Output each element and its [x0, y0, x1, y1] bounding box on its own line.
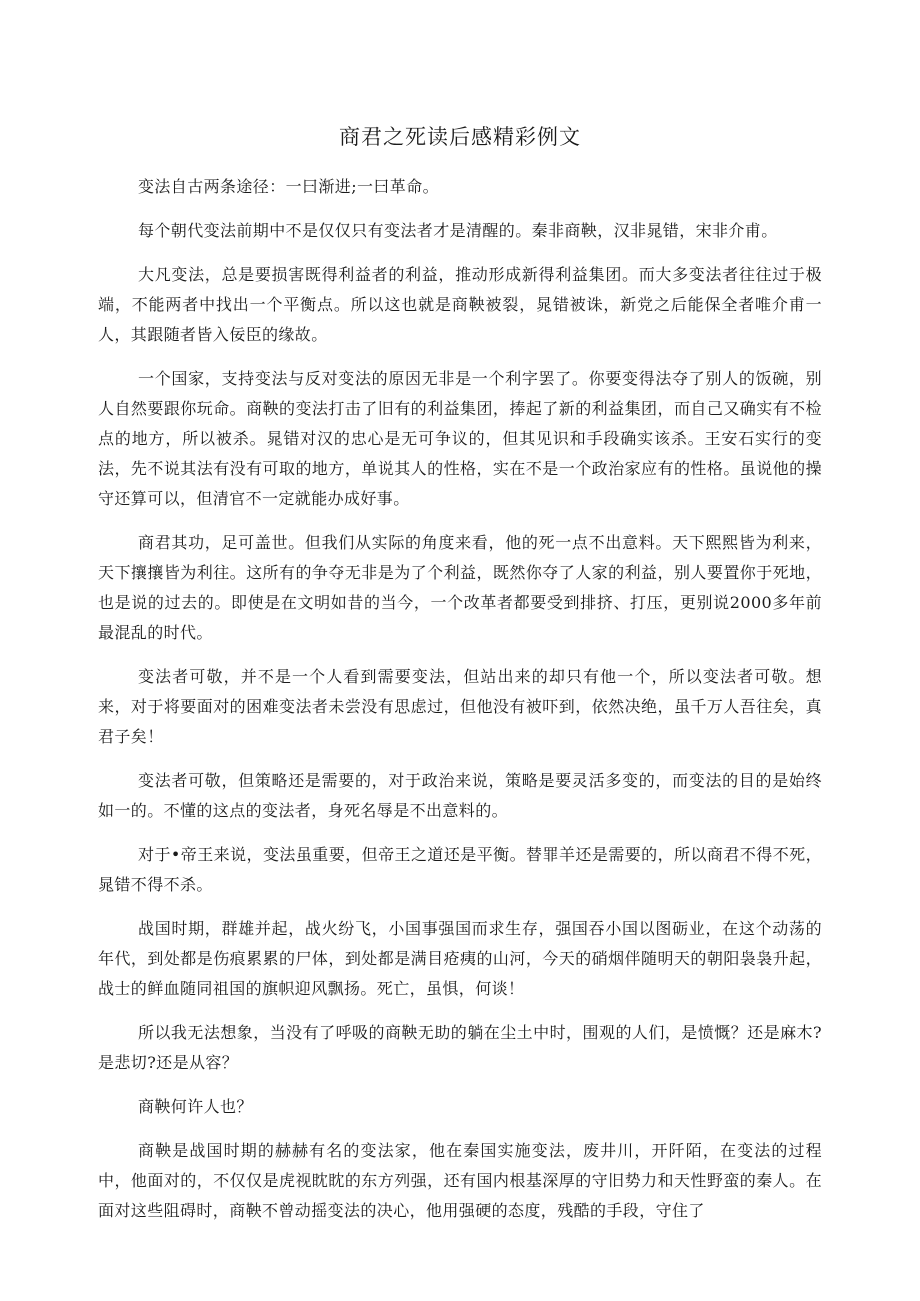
page-title: 商君之死读后感精彩例文 — [339, 125, 581, 149]
document-body — [98, 172, 822, 1240]
paragraph-11: 商鞅何许人也？ — [138, 1097, 253, 1116]
paragraph-4: 一个国家，支持变法与反对变法的原因无非是一个利字罢了。你要变得法夺了别人的饭碗，别人自然要跟你玩命。商鞅的变法打击了旧有的利益集团，捧起了新的利益集团，而自己又确实有不检点的地方，所以被杀。晁错对汉的忠心是无可争议的，但其见识和手段确实该杀。王安石实行的变法，先不说其法有没有可取的地方，单说其人的性格，实在不是一个政治家应有的性格。虽说他的操守还算可以，但清官不一定就能办成好事。 — [98, 369, 822, 508]
paragraph-10: 所以我无法想象，当没有了呼吸的商鞅无助的躺在尘土中时，围观的人们，是愤慨？还是麻木?是悲切?还是从容？ — [98, 1023, 822, 1072]
paragraph-5: 商君其功，足可盖世。但我们从实际的角度来看，他的死一点不出意料。天下熙熙皆为利来，天下攘攘皆为利往。这所有的争夺无非是为了个利益，既然你夺了人家的利益，别人要置你于死地，也是说的过去的。即使是在文明如昔的当今，一个改革者都要受到排挤、打压，更别说2000多年前最混乱的时代。 — [98, 533, 822, 642]
paragraph-1: 变法自古两条途径：一曰渐进;一曰革命。 — [138, 177, 439, 196]
paragraph-9: 战国时期，群雄并起，战火纷飞，小国事强国而求生存，强国吞小国以图砺业，在这个动荡的年代，到处都是伤痕累累的尸体，到处都是满目疮痍的山河，今天的硝烟伴随明天的朝阳袅袅升起，战士的鲜血随同祖国的旗帜迎风飘扬。死亡，虽惧，何谈！ — [98, 919, 822, 998]
paragraph-7: 变法者可敬，但策略还是需要的，对于政治来说，策略是要灵活多变的，而变法的目的是始终如一的。不懂的这点的变法者，身死名辱是不出意料的。 — [98, 771, 822, 820]
paragraph-2: 每个朝代变法前期中不是仅仅只有变法者才是清醒的。秦非商鞅，汉非晁错，宋非介甫。 — [138, 221, 778, 240]
paragraph-6: 变法者可敬，并不是一个人看到需要变法，但站出来的却只有他一个，所以变法者可敬。想来，对于将要面对的困难变法者未尝没有思虑过，但他没有被吓到，依然决绝，虽千万人吾往矣，真君子矣！ — [98, 667, 822, 746]
paragraph-3: 大凡变法，总是要损害既得利益者的利益，推动形成新得利益集团。而大多变法者往往过于极端，不能两者中找出一个平衡点。所以这也就是商鞅被裂，晁错被诛，新党之后能保全者唯介甫一人，其跟随者皆入佞臣的缘故。 — [98, 265, 822, 344]
paragraph-8: 对于•帝王来说，变法虽重要，但帝王之道还是平衡。替罪羊还是需要的，所以商君不得不死，晁错不得不杀。 — [98, 845, 822, 894]
paragraph-12: 商鞅是战国时期的赫赫有名的变法家，他在秦国实施变法，废井川，开阡陌，在变法的过程中，他面对的，不仅仅是虎视眈眈的东方列强，还有国内根基深厚的守旧势力和天性野蛮的秦人。在面对这些阻碍时，商鞅不曾动摇变法的决心，他用强硬的态度，残酷的手段，守住了 — [98, 1141, 822, 1220]
